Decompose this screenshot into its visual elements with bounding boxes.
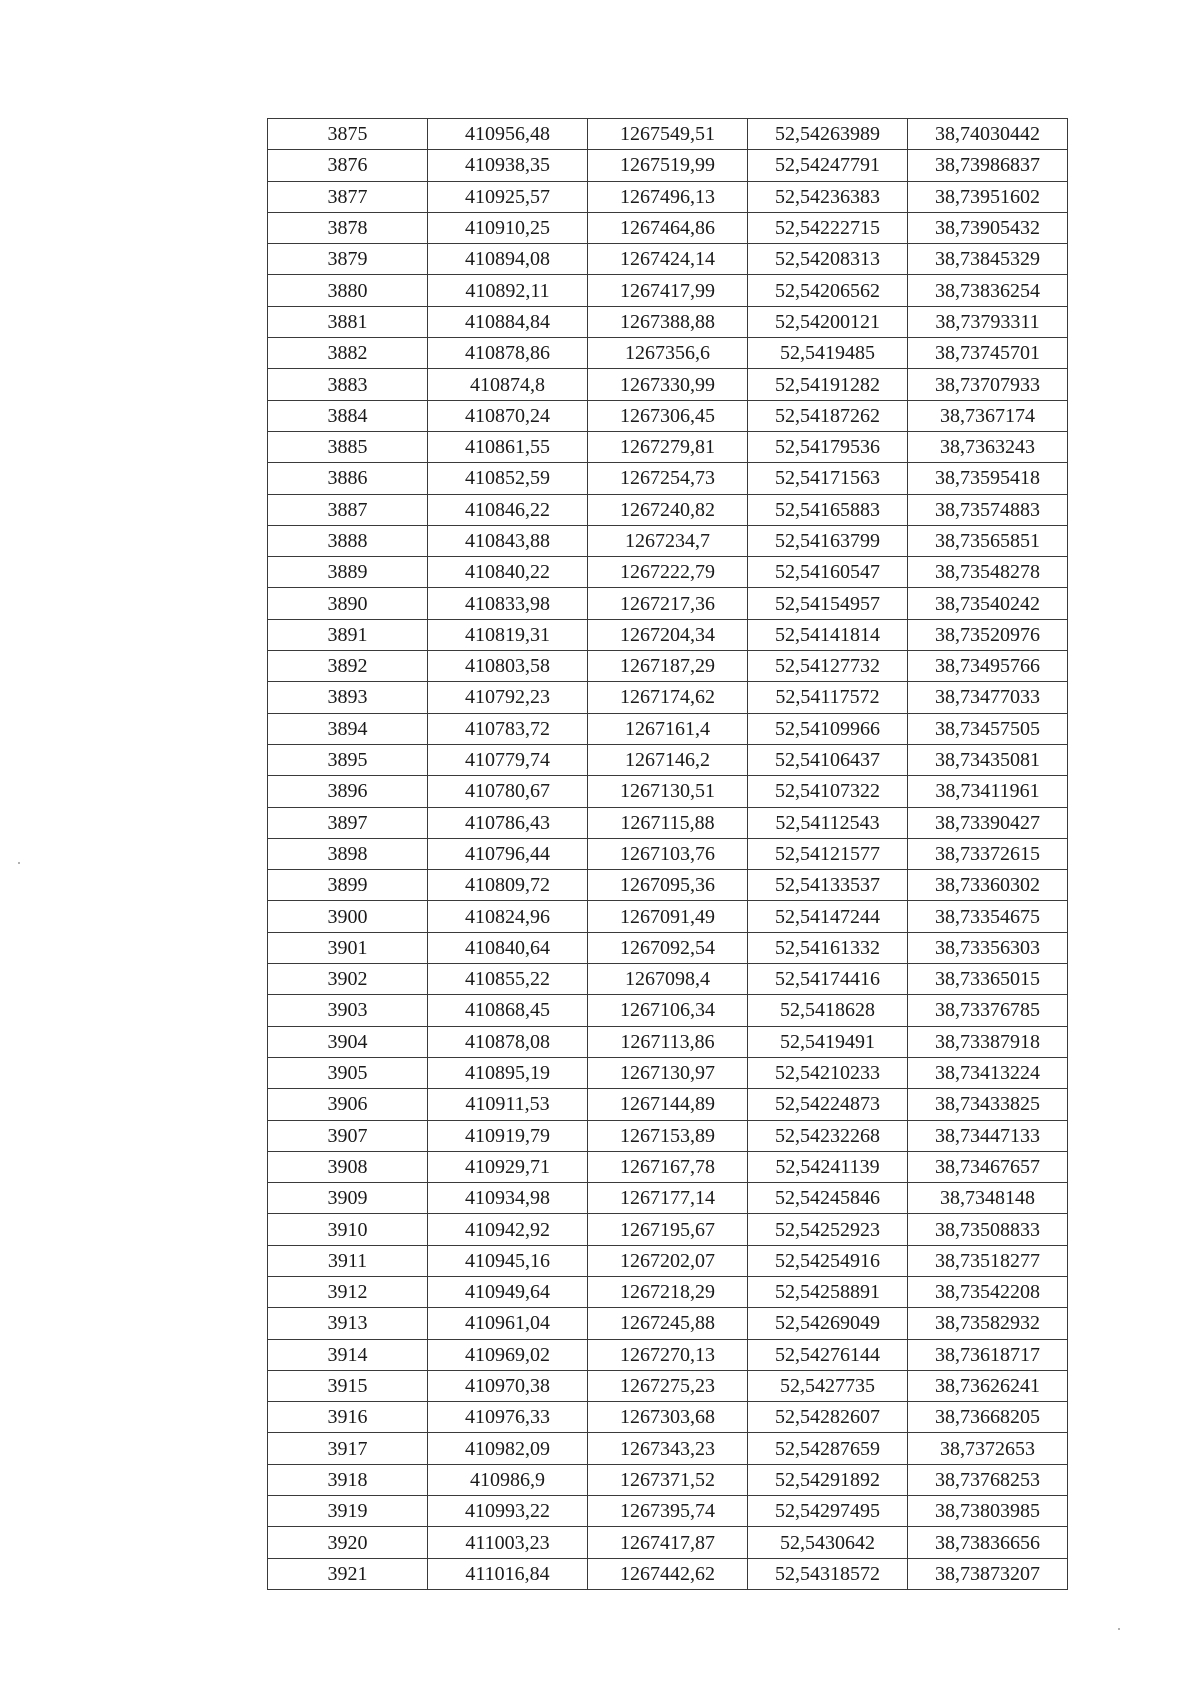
table-row xyxy=(268,244,1068,275)
table-row xyxy=(268,212,1068,243)
cell-latitude: 52,54245846 xyxy=(748,1183,908,1214)
cell-point-number: 3911 xyxy=(268,1245,428,1276)
cell-y-coordinate: 1267098,4 xyxy=(588,964,748,995)
cell-x-coordinate: 410779,74 xyxy=(428,744,588,775)
cell-x-coordinate: 410895,19 xyxy=(428,1057,588,1088)
cell-y-coordinate: 1267371,52 xyxy=(588,1464,748,1495)
cell-y-coordinate: 1267549,51 xyxy=(588,119,748,150)
cell-y-coordinate: 1267130,51 xyxy=(588,776,748,807)
cell-latitude: 52,54206562 xyxy=(748,275,908,306)
table-row xyxy=(268,651,1068,682)
cell-x-coordinate: 410892,11 xyxy=(428,275,588,306)
cell-y-coordinate: 1267202,07 xyxy=(588,1245,748,1276)
cell-point-number: 3883 xyxy=(268,369,428,400)
cell-point-number: 3891 xyxy=(268,619,428,650)
cell-point-number: 3915 xyxy=(268,1370,428,1401)
cell-longitude: 38,73365015 xyxy=(908,964,1068,995)
cell-y-coordinate: 1267217,36 xyxy=(588,588,748,619)
cell-point-number: 3886 xyxy=(268,463,428,494)
cell-point-number: 3920 xyxy=(268,1527,428,1558)
cell-point-number: 3893 xyxy=(268,682,428,713)
cell-latitude: 52,54241139 xyxy=(748,1151,908,1182)
cell-x-coordinate: 411016,84 xyxy=(428,1558,588,1589)
cell-y-coordinate: 1267270,13 xyxy=(588,1339,748,1370)
cell-y-coordinate: 1267343,23 xyxy=(588,1433,748,1464)
cell-latitude: 52,54232268 xyxy=(748,1120,908,1151)
cell-point-number: 3912 xyxy=(268,1276,428,1307)
cell-x-coordinate: 410929,71 xyxy=(428,1151,588,1182)
cell-latitude: 52,54252923 xyxy=(748,1214,908,1245)
cell-y-coordinate: 1267496,13 xyxy=(588,181,748,212)
cell-longitude: 38,73986837 xyxy=(908,150,1068,181)
cell-y-coordinate: 1267095,36 xyxy=(588,870,748,901)
cell-longitude: 38,73873207 xyxy=(908,1558,1068,1589)
cell-x-coordinate: 410878,86 xyxy=(428,338,588,369)
cell-latitude: 52,54179536 xyxy=(748,431,908,462)
cell-longitude: 38,73457505 xyxy=(908,713,1068,744)
cell-longitude: 38,73905432 xyxy=(908,212,1068,243)
cell-x-coordinate: 410846,22 xyxy=(428,494,588,525)
cell-longitude: 38,73447133 xyxy=(908,1120,1068,1151)
cell-point-number: 3879 xyxy=(268,244,428,275)
cell-y-coordinate: 1267177,14 xyxy=(588,1183,748,1214)
cell-longitude: 38,73595418 xyxy=(908,463,1068,494)
cell-y-coordinate: 1267146,2 xyxy=(588,744,748,775)
table-row xyxy=(268,150,1068,181)
cell-longitude: 38,73707933 xyxy=(908,369,1068,400)
scan-speck xyxy=(18,862,20,864)
cell-x-coordinate: 410852,59 xyxy=(428,463,588,494)
cell-point-number: 3907 xyxy=(268,1120,428,1151)
cell-point-number: 3875 xyxy=(268,119,428,150)
table-row xyxy=(268,1558,1068,1589)
cell-point-number: 3884 xyxy=(268,400,428,431)
cell-longitude: 38,73467657 xyxy=(908,1151,1068,1182)
cell-longitude: 38,73518277 xyxy=(908,1245,1068,1276)
cell-x-coordinate: 410833,98 xyxy=(428,588,588,619)
cell-y-coordinate: 1267092,54 xyxy=(588,932,748,963)
table-row xyxy=(268,1026,1068,1057)
cell-x-coordinate: 410809,72 xyxy=(428,870,588,901)
table-row xyxy=(268,1339,1068,1370)
cell-longitude: 38,73836254 xyxy=(908,275,1068,306)
cell-latitude: 52,54161332 xyxy=(748,932,908,963)
cell-longitude: 38,74030442 xyxy=(908,119,1068,150)
cell-point-number: 3898 xyxy=(268,838,428,869)
cell-x-coordinate: 410969,02 xyxy=(428,1339,588,1370)
cell-longitude: 38,73542208 xyxy=(908,1276,1068,1307)
table-row xyxy=(268,1308,1068,1339)
table-row xyxy=(268,744,1068,775)
table-row xyxy=(268,1433,1068,1464)
cell-y-coordinate: 1267222,79 xyxy=(588,557,748,588)
cell-x-coordinate: 410982,09 xyxy=(428,1433,588,1464)
cell-x-coordinate: 410961,04 xyxy=(428,1308,588,1339)
table-row xyxy=(268,181,1068,212)
cell-y-coordinate: 1267144,89 xyxy=(588,1089,748,1120)
cell-longitude: 38,73413224 xyxy=(908,1057,1068,1088)
cell-longitude: 38,73793311 xyxy=(908,306,1068,337)
coordinates-table xyxy=(267,118,1068,1590)
cell-longitude: 38,73540242 xyxy=(908,588,1068,619)
cell-longitude: 38,73618717 xyxy=(908,1339,1068,1370)
table-row xyxy=(268,588,1068,619)
cell-x-coordinate: 411003,23 xyxy=(428,1527,588,1558)
cell-y-coordinate: 1267234,7 xyxy=(588,525,748,556)
cell-latitude: 52,54165883 xyxy=(748,494,908,525)
cell-y-coordinate: 1267167,78 xyxy=(588,1151,748,1182)
cell-x-coordinate: 410870,24 xyxy=(428,400,588,431)
cell-y-coordinate: 1267195,67 xyxy=(588,1214,748,1245)
cell-point-number: 3914 xyxy=(268,1339,428,1370)
cell-x-coordinate: 410925,57 xyxy=(428,181,588,212)
table-row xyxy=(268,525,1068,556)
cell-x-coordinate: 410945,16 xyxy=(428,1245,588,1276)
cell-x-coordinate: 410976,33 xyxy=(428,1402,588,1433)
table-row xyxy=(268,1527,1068,1558)
cell-y-coordinate: 1267306,45 xyxy=(588,400,748,431)
cell-latitude: 52,54187262 xyxy=(748,400,908,431)
cell-longitude: 38,73354675 xyxy=(908,901,1068,932)
cell-point-number: 3909 xyxy=(268,1183,428,1214)
cell-y-coordinate: 1267424,14 xyxy=(588,244,748,275)
cell-longitude: 38,73582932 xyxy=(908,1308,1068,1339)
cell-x-coordinate: 410911,53 xyxy=(428,1089,588,1120)
cell-x-coordinate: 410910,25 xyxy=(428,212,588,243)
cell-longitude: 38,73626241 xyxy=(908,1370,1068,1401)
cell-latitude: 52,54106437 xyxy=(748,744,908,775)
cell-point-number: 3917 xyxy=(268,1433,428,1464)
cell-point-number: 3876 xyxy=(268,150,428,181)
cell-point-number: 3903 xyxy=(268,995,428,1026)
cell-point-number: 3916 xyxy=(268,1402,428,1433)
cell-longitude: 38,73360302 xyxy=(908,870,1068,901)
cell-x-coordinate: 410949,64 xyxy=(428,1276,588,1307)
cell-longitude: 38,73390427 xyxy=(908,807,1068,838)
cell-latitude: 52,54163799 xyxy=(748,525,908,556)
table-row xyxy=(268,1089,1068,1120)
cell-latitude: 52,54287659 xyxy=(748,1433,908,1464)
cell-latitude: 52,54133537 xyxy=(748,870,908,901)
cell-x-coordinate: 410796,44 xyxy=(428,838,588,869)
cell-latitude: 52,54276144 xyxy=(748,1339,908,1370)
cell-point-number: 3890 xyxy=(268,588,428,619)
scan-speck xyxy=(1118,1628,1120,1630)
cell-point-number: 3896 xyxy=(268,776,428,807)
cell-y-coordinate: 1267417,99 xyxy=(588,275,748,306)
table-row xyxy=(268,431,1068,462)
cell-longitude: 38,7363243 xyxy=(908,431,1068,462)
table-row xyxy=(268,1464,1068,1495)
cell-latitude: 52,54160547 xyxy=(748,557,908,588)
cell-x-coordinate: 410942,92 xyxy=(428,1214,588,1245)
cell-x-coordinate: 410993,22 xyxy=(428,1496,588,1527)
table-row xyxy=(268,870,1068,901)
cell-x-coordinate: 410861,55 xyxy=(428,431,588,462)
cell-y-coordinate: 1267245,88 xyxy=(588,1308,748,1339)
table-row xyxy=(268,682,1068,713)
cell-longitude: 38,73372615 xyxy=(908,838,1068,869)
cell-point-number: 3894 xyxy=(268,713,428,744)
cell-y-coordinate: 1267519,99 xyxy=(588,150,748,181)
cell-y-coordinate: 1267153,89 xyxy=(588,1120,748,1151)
cell-latitude: 52,5418628 xyxy=(748,995,908,1026)
cell-x-coordinate: 410840,64 xyxy=(428,932,588,963)
cell-latitude: 52,54282607 xyxy=(748,1402,908,1433)
cell-latitude: 52,5430642 xyxy=(748,1527,908,1558)
cell-y-coordinate: 1267103,76 xyxy=(588,838,748,869)
cell-y-coordinate: 1267218,29 xyxy=(588,1276,748,1307)
table-row xyxy=(268,901,1068,932)
cell-latitude: 52,54141814 xyxy=(748,619,908,650)
cell-x-coordinate: 410868,45 xyxy=(428,995,588,1026)
cell-latitude: 52,5419485 xyxy=(748,338,908,369)
table-row xyxy=(268,1276,1068,1307)
cell-x-coordinate: 410878,08 xyxy=(428,1026,588,1057)
table-row xyxy=(268,1120,1068,1151)
cell-point-number: 3877 xyxy=(268,181,428,212)
cell-latitude: 52,5427735 xyxy=(748,1370,908,1401)
table-row xyxy=(268,400,1068,431)
cell-point-number: 3888 xyxy=(268,525,428,556)
cell-x-coordinate: 410780,67 xyxy=(428,776,588,807)
cell-x-coordinate: 410792,23 xyxy=(428,682,588,713)
cell-y-coordinate: 1267161,4 xyxy=(588,713,748,744)
cell-latitude: 52,54291892 xyxy=(748,1464,908,1495)
table-row xyxy=(268,463,1068,494)
cell-longitude: 38,73520976 xyxy=(908,619,1068,650)
cell-x-coordinate: 410824,96 xyxy=(428,901,588,932)
cell-y-coordinate: 1267240,82 xyxy=(588,494,748,525)
table-row xyxy=(268,1245,1068,1276)
table-row xyxy=(268,964,1068,995)
cell-x-coordinate: 410803,58 xyxy=(428,651,588,682)
cell-point-number: 3904 xyxy=(268,1026,428,1057)
cell-y-coordinate: 1267330,99 xyxy=(588,369,748,400)
cell-latitude: 52,54191282 xyxy=(748,369,908,400)
cell-longitude: 38,73495766 xyxy=(908,651,1068,682)
cell-x-coordinate: 410843,88 xyxy=(428,525,588,556)
cell-point-number: 3919 xyxy=(268,1496,428,1527)
cell-x-coordinate: 410855,22 xyxy=(428,964,588,995)
cell-y-coordinate: 1267303,68 xyxy=(588,1402,748,1433)
cell-latitude: 52,54297495 xyxy=(748,1496,908,1527)
cell-latitude: 52,54208313 xyxy=(748,244,908,275)
cell-longitude: 38,7372653 xyxy=(908,1433,1068,1464)
cell-longitude: 38,73411961 xyxy=(908,776,1068,807)
cell-longitude: 38,73745701 xyxy=(908,338,1068,369)
cell-point-number: 3905 xyxy=(268,1057,428,1088)
cell-longitude: 38,73433825 xyxy=(908,1089,1068,1120)
cell-latitude: 52,54263989 xyxy=(748,119,908,150)
cell-x-coordinate: 410986,9 xyxy=(428,1464,588,1495)
table-row xyxy=(268,1214,1068,1245)
cell-point-number: 3910 xyxy=(268,1214,428,1245)
cell-x-coordinate: 410934,98 xyxy=(428,1183,588,1214)
cell-longitude: 38,73435081 xyxy=(908,744,1068,775)
table-row xyxy=(268,807,1068,838)
cell-latitude: 52,54236383 xyxy=(748,181,908,212)
cell-point-number: 3908 xyxy=(268,1151,428,1182)
cell-point-number: 3887 xyxy=(268,494,428,525)
cell-point-number: 3885 xyxy=(268,431,428,462)
cell-latitude: 52,54171563 xyxy=(748,463,908,494)
table-row xyxy=(268,713,1068,744)
cell-latitude: 52,54147244 xyxy=(748,901,908,932)
cell-y-coordinate: 1267106,34 xyxy=(588,995,748,1026)
cell-y-coordinate: 1267187,29 xyxy=(588,651,748,682)
cell-longitude: 38,73376785 xyxy=(908,995,1068,1026)
cell-latitude: 52,54247791 xyxy=(748,150,908,181)
cell-y-coordinate: 1267279,81 xyxy=(588,431,748,462)
cell-point-number: 3918 xyxy=(268,1464,428,1495)
cell-point-number: 3892 xyxy=(268,651,428,682)
cell-y-coordinate: 1267113,86 xyxy=(588,1026,748,1057)
cell-point-number: 3913 xyxy=(268,1308,428,1339)
cell-longitude: 38,73951602 xyxy=(908,181,1068,212)
cell-latitude: 52,54318572 xyxy=(748,1558,908,1589)
cell-point-number: 3889 xyxy=(268,557,428,588)
cell-y-coordinate: 1267254,73 xyxy=(588,463,748,494)
cell-longitude: 38,73508833 xyxy=(908,1214,1068,1245)
cell-longitude: 38,73477033 xyxy=(908,682,1068,713)
cell-latitude: 52,54254916 xyxy=(748,1245,908,1276)
table-row xyxy=(268,1496,1068,1527)
cell-latitude: 52,54174416 xyxy=(748,964,908,995)
cell-y-coordinate: 1267275,23 xyxy=(588,1370,748,1401)
cell-x-coordinate: 410970,38 xyxy=(428,1370,588,1401)
table-row xyxy=(268,619,1068,650)
cell-longitude: 38,73565851 xyxy=(908,525,1068,556)
cell-y-coordinate: 1267204,34 xyxy=(588,619,748,650)
table-row xyxy=(268,119,1068,150)
table-row xyxy=(268,1370,1068,1401)
cell-y-coordinate: 1267174,62 xyxy=(588,682,748,713)
cell-latitude: 52,54127732 xyxy=(748,651,908,682)
cell-x-coordinate: 410874,8 xyxy=(428,369,588,400)
cell-x-coordinate: 410819,31 xyxy=(428,619,588,650)
cell-longitude: 38,73356303 xyxy=(908,932,1068,963)
cell-longitude: 38,73845329 xyxy=(908,244,1068,275)
cell-latitude: 52,54200121 xyxy=(748,306,908,337)
cell-point-number: 3902 xyxy=(268,964,428,995)
cell-x-coordinate: 410786,43 xyxy=(428,807,588,838)
table-row xyxy=(268,995,1068,1026)
table-row xyxy=(268,369,1068,400)
cell-latitude: 52,54112543 xyxy=(748,807,908,838)
cell-latitude: 52,54121577 xyxy=(748,838,908,869)
cell-x-coordinate: 410884,84 xyxy=(428,306,588,337)
cell-y-coordinate: 1267356,6 xyxy=(588,338,748,369)
cell-longitude: 38,7367174 xyxy=(908,400,1068,431)
table-row xyxy=(268,932,1068,963)
cell-latitude: 52,5419491 xyxy=(748,1026,908,1057)
table-row xyxy=(268,838,1068,869)
cell-point-number: 3880 xyxy=(268,275,428,306)
cell-latitude: 52,54154957 xyxy=(748,588,908,619)
cell-longitude: 38,73548278 xyxy=(908,557,1068,588)
coordinates-table-body xyxy=(268,119,1068,1590)
table-row xyxy=(268,557,1068,588)
table-row xyxy=(268,1057,1068,1088)
cell-point-number: 3881 xyxy=(268,306,428,337)
cell-latitude: 52,54258891 xyxy=(748,1276,908,1307)
cell-latitude: 52,54210233 xyxy=(748,1057,908,1088)
cell-latitude: 52,54269049 xyxy=(748,1308,908,1339)
table-row xyxy=(268,275,1068,306)
table-row xyxy=(268,338,1068,369)
table-row xyxy=(268,1402,1068,1433)
cell-longitude: 38,73668205 xyxy=(908,1402,1068,1433)
cell-y-coordinate: 1267442,62 xyxy=(588,1558,748,1589)
cell-point-number: 3921 xyxy=(268,1558,428,1589)
cell-y-coordinate: 1267130,97 xyxy=(588,1057,748,1088)
cell-latitude: 52,54117572 xyxy=(748,682,908,713)
cell-longitude: 38,73387918 xyxy=(908,1026,1068,1057)
cell-longitude: 38,73768253 xyxy=(908,1464,1068,1495)
cell-x-coordinate: 410894,08 xyxy=(428,244,588,275)
cell-longitude: 38,73803985 xyxy=(908,1496,1068,1527)
cell-y-coordinate: 1267395,74 xyxy=(588,1496,748,1527)
cell-point-number: 3882 xyxy=(268,338,428,369)
cell-longitude: 38,73836656 xyxy=(908,1527,1068,1558)
cell-x-coordinate: 410919,79 xyxy=(428,1120,588,1151)
cell-longitude: 38,73574883 xyxy=(908,494,1068,525)
cell-y-coordinate: 1267091,49 xyxy=(588,901,748,932)
cell-x-coordinate: 410938,35 xyxy=(428,150,588,181)
cell-latitude: 52,54224873 xyxy=(748,1089,908,1120)
cell-point-number: 3897 xyxy=(268,807,428,838)
cell-latitude: 52,54222715 xyxy=(748,212,908,243)
cell-point-number: 3901 xyxy=(268,932,428,963)
cell-point-number: 3895 xyxy=(268,744,428,775)
cell-x-coordinate: 410840,22 xyxy=(428,557,588,588)
cell-latitude: 52,54109966 xyxy=(748,713,908,744)
cell-y-coordinate: 1267115,88 xyxy=(588,807,748,838)
cell-y-coordinate: 1267388,88 xyxy=(588,306,748,337)
table-row xyxy=(268,1183,1068,1214)
cell-y-coordinate: 1267464,86 xyxy=(588,212,748,243)
table-row xyxy=(268,306,1068,337)
cell-point-number: 3899 xyxy=(268,870,428,901)
table-row xyxy=(268,776,1068,807)
cell-point-number: 3906 xyxy=(268,1089,428,1120)
cell-point-number: 3878 xyxy=(268,212,428,243)
cell-y-coordinate: 1267417,87 xyxy=(588,1527,748,1558)
table-row xyxy=(268,1151,1068,1182)
cell-x-coordinate: 410956,48 xyxy=(428,119,588,150)
cell-point-number: 3900 xyxy=(268,901,428,932)
cell-x-coordinate: 410783,72 xyxy=(428,713,588,744)
cell-longitude: 38,7348148 xyxy=(908,1183,1068,1214)
cell-latitude: 52,54107322 xyxy=(748,776,908,807)
table-row xyxy=(268,494,1068,525)
